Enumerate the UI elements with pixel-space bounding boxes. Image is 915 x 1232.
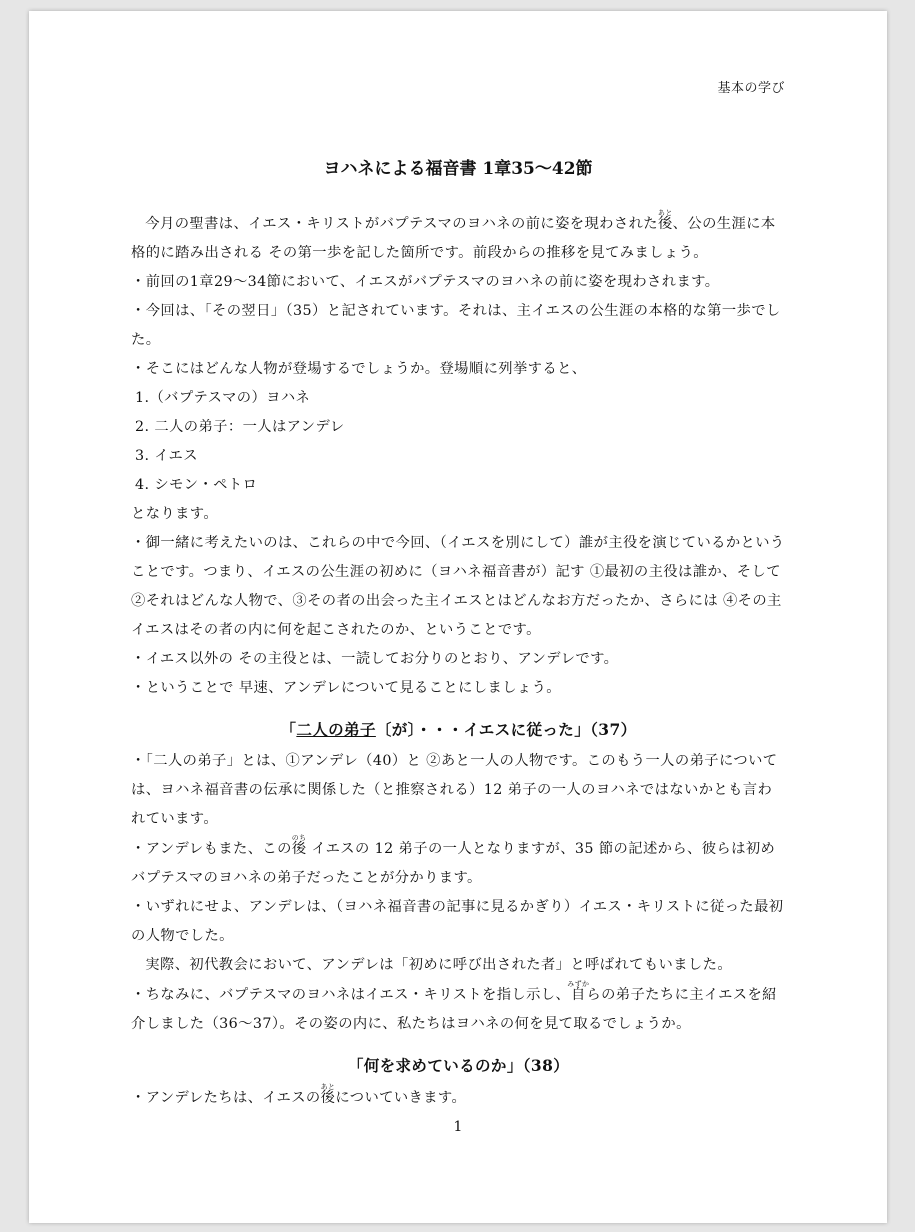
paragraph-two-disciples: ・「二人の弟子」とは、①アンデレ（40）と ②あと一人の人物です。このもう一人の弟子については、ヨハネ福音書の伝承に関係した（と推察される）12 弟子の一人のヨハネではないかとも言われています。: [131, 753, 778, 827]
paragraph-first-follower: ・いずれにせよ、アンデレは、（ヨハネ福音書の記事に見るかぎり）イエス・キリストに従った最初の人物でした。: [131, 899, 784, 944]
list-item: 3. イエス: [135, 448, 198, 464]
section-heading-two-disciples: 「二人の弟子〔が〕・・・イエスに従った」（37）: [280, 720, 637, 739]
intro-paragraph: 今月の聖書は、イエス・キリストがバプテスマのヨハネの前に姿を現わされた後あと、公の生涯に本格的に踏み出される その第一歩を記した箇所です。前段からの推移を見てみましょう。: [131, 209, 776, 261]
paragraph-baptist: ・ちなみに、バプテスマのヨハネはイエス・キリストを指し示し、自みずからの弟子たちに主イエスを紹介しました（36〜37）。その姿の内に、私たちはヨハネの何を見て取るでしょうか。: [131, 980, 777, 1032]
section-heading-seeking: 「何を求めているのか」（38）: [347, 1056, 570, 1075]
list-item: 1.（バプテスマの）ヨハネ: [135, 390, 311, 406]
paragraph-andrew-also: ・アンデレもまた、この後のち イエスの 12 弟子の一人となりますが、35 節の記述から、彼らは初めバプテスマのヨハネの弟子だったことが分かります。: [131, 834, 776, 886]
paragraph-this-time: ・今回は、「その翌日」（35）と記されています。それは、主イエスの公生涯の本格的な第一歩でした。: [131, 303, 781, 348]
paragraph-following: ・アンデレたちは、イエスの後あとについていきます。: [131, 1083, 467, 1106]
document-page: [29, 11, 887, 1223]
page-number: 1: [453, 1119, 463, 1135]
paragraph-characters: ・そこにはどんな人物が登場するでしょうか。登場順に列挙すると、: [131, 361, 587, 377]
paragraph-early-church: 実際、初代教会において、アンデレは「初めに呼び出された者」と呼ばれてもいました。: [145, 957, 733, 973]
paragraph-andrew: ・ということで 早速、アンデレについて見ることにしましょう。: [131, 680, 562, 696]
document-title: ヨハネによる福音書 1章35〜42節: [323, 159, 593, 179]
paragraph-previous: ・前回の1章29〜34節において、イエスがバプテスマのヨハネの前に姿を現わされます。: [131, 274, 720, 290]
paragraph-protagonist: ・イエス以外の その主役とは、一読してお分りのとおり、アンデレです。: [131, 651, 619, 667]
paragraph-becomes: となります。: [131, 506, 219, 522]
document-body: [131, 209, 786, 1113]
list-item: 4. シモン・ペトロ: [135, 477, 258, 493]
list-item: 2. 二人の弟子：一人はアンデレ: [135, 419, 345, 435]
paragraph-questions: ・御一緒に考えたいのは、これらの中で今回、（イエスを別にして）誰が主役を演じているかということです。つまり、イエスの公生涯の初めに（ヨハネ福音書が）記す ①最初の主役は誰か、そして ②それはどんな人物で、③その者の出会った主イエスとはどんなお方だったか、さらには ④その主イエスはその者の内に何を起こされたのか、ということです。: [131, 535, 785, 638]
running-header: 基本の学び: [717, 81, 785, 96]
